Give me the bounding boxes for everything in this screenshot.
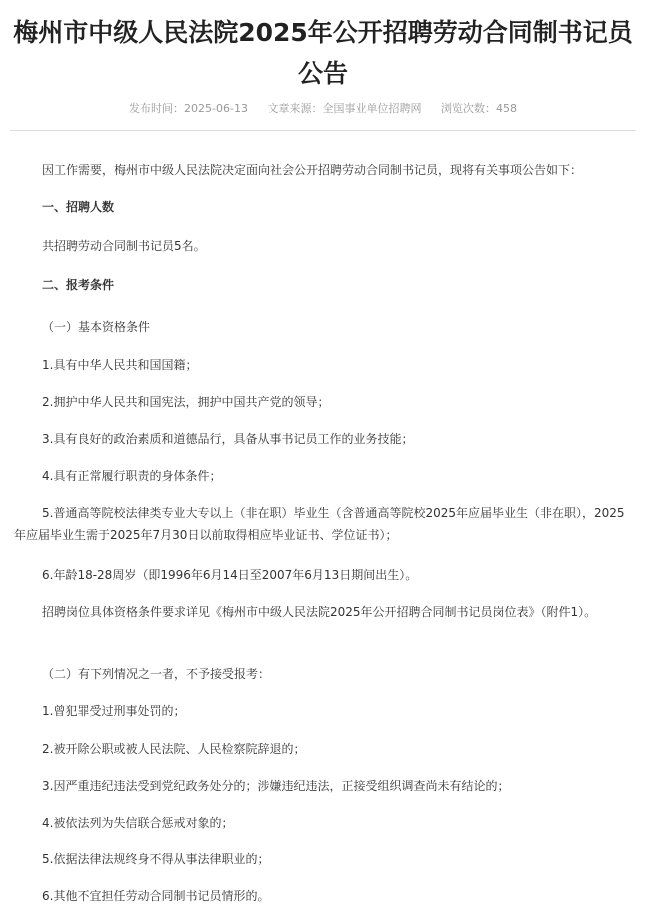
exclusion-item: 1.曾犯罪受过刑事处罚的； (42, 704, 186, 718)
basic-condition-item: 2.拥护中华人民共和国宪法，拥护中国共产党的领导； (42, 395, 330, 409)
basic-condition-item: 3.具有良好的政治素质和道德品行，具备从事书记员工作的业务技能； (42, 432, 414, 446)
exclusion-item: 5.依据法律法规终身不得从事法律职业的； (42, 852, 270, 866)
article-source: 文章来源：全国事业单位招聘网 (267, 102, 422, 115)
view-count: 浏览次数：458 (440, 102, 517, 115)
positions-note: 招聘岗位具体资格条件要求详见《梅州市中级人民法院2025年公开招聘合同制书记员岗位表》（附件1）。 (42, 605, 597, 619)
article-title: 梅州市中级人民法院2025年公开招聘劳动合同制书记员公告 (13, 18, 633, 88)
subheading-exclusions: （二）有下列情况之一者，不予接受报考： (42, 667, 271, 681)
subheading-basic-conditions: （一）基本资格条件 (42, 320, 151, 334)
title-divider (10, 130, 636, 131)
basic-condition-item: 1.具有中华人民共和国国籍； (42, 358, 198, 372)
section-heading-recruitment-count: 一、招聘人数 (42, 200, 115, 214)
exclusion-item: 6.其他不宜担任劳动合同制书记员情形的。 (42, 889, 270, 903)
basic-condition-item: 6.年龄18-28周岁（即1996年6月14日至2007年6月13日期间出生）。 (42, 568, 418, 582)
basic-condition-item: 5.普通高等院校法律类专业大专以上（非在职）毕业生（含普通高等院校2025年应届毕业生（非在职），2025年应届毕业生需于2025年7月30日以前取得相应毕业证书、学位证书）； (14, 506, 625, 542)
publish-time: 发布时间：2025-06-13 (129, 102, 248, 115)
recruitment-count-text: 共招聘劳动合同制书记员5名。 (42, 239, 206, 253)
exclusion-item: 4.被依法列为失信联合惩戒对象的； (42, 816, 234, 830)
basic-condition-item: 4.具有正常履行职责的身体条件； (42, 469, 222, 483)
exclusion-item: 2.被开除公职或被人民法院、人民检察院辞退的； (42, 742, 306, 756)
exclusion-item: 3.因严重违纪违法受到党纪政务处分的；涉嫌违纪违法，正接受组织调查尚未有结论的； (42, 779, 510, 793)
section-heading-requirements: 二、报考条件 (42, 278, 115, 292)
intro-paragraph: 因工作需要，梅州市中级人民法院决定面向社会公开招聘劳动合同制书记员，现将有关事项公告如下： (42, 163, 583, 177)
article-meta (0, 100, 646, 116)
